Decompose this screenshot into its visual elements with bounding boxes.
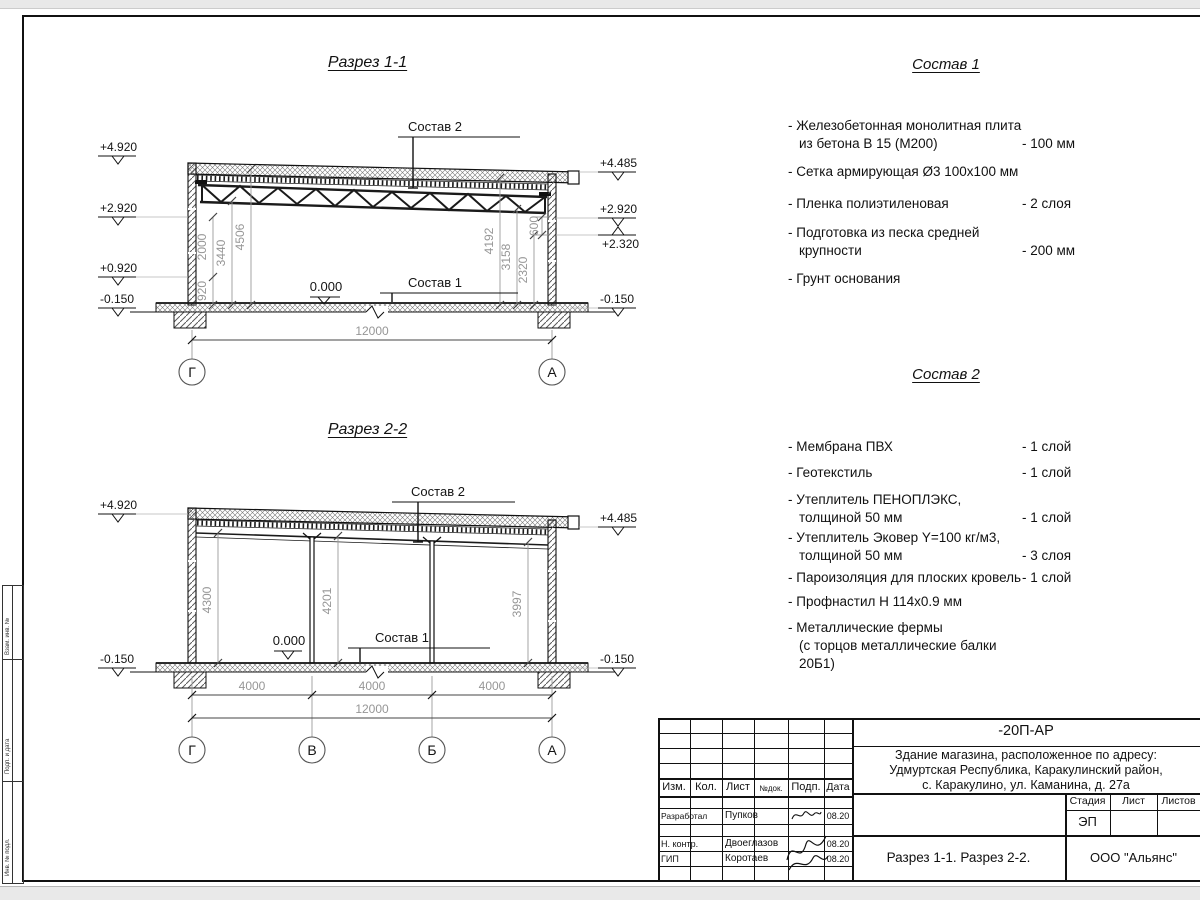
composition-2-heading: Состав 2 <box>912 366 980 383</box>
composition-1-item <box>788 163 1138 181</box>
section-1-1-drawing <box>90 40 690 395</box>
axis-marks <box>179 737 565 763</box>
item-value: - 1 слой <box>1022 439 1072 454</box>
composition-1-heading: Состав 1 <box>912 56 980 73</box>
date-2: 08.20 <box>826 839 850 849</box>
title-block <box>658 718 1200 882</box>
item-value: - 3 слоя <box>1022 548 1072 563</box>
col-kol: Кол. <box>695 781 717 793</box>
elev-right-2: +2.920 <box>600 202 638 216</box>
dim-3440: 3440 <box>214 239 228 267</box>
date-3: 08.20 <box>826 854 850 864</box>
composition-2-item <box>788 569 1138 587</box>
axis-g: Г <box>188 742 196 758</box>
composition-1-item <box>788 117 1138 153</box>
composition-2-item <box>788 438 1138 456</box>
item-name: - Мембрана ПВХ <box>788 439 893 454</box>
composition-2-item <box>788 491 1138 527</box>
section-2-2-drawing <box>90 420 690 770</box>
col-izm: Изм. <box>662 781 686 793</box>
axis-v: В <box>307 742 317 758</box>
item-name: - Железобетонная монолитная плита из бетона В 15 (М200) <box>788 118 1022 151</box>
name-pupkov: Пупков <box>725 810 758 821</box>
item-value: - 2 слоя <box>1022 196 1072 211</box>
elev-left-1: +4.920 <box>100 140 138 154</box>
item-name: - Металлические фермы (с торцов металлические балки 20Б1) <box>788 620 997 671</box>
elev-left-4: -0.150 <box>100 292 135 306</box>
item-value: - 100 мм <box>1022 136 1076 151</box>
date-1: 08.20 <box>826 811 850 821</box>
composition-2-item <box>788 619 1138 673</box>
col-podp: Подп. <box>791 781 821 793</box>
dim-4192: 4192 <box>482 227 496 255</box>
drawing-name: Разрез 1-1. Разрез 2-2. <box>886 850 1031 865</box>
label-sostav2: Состав 2 <box>411 484 465 499</box>
role-gip: ГИП <box>661 854 679 864</box>
axis-b: Б <box>427 742 437 758</box>
dim-chains <box>214 529 532 667</box>
label-zero: 0.000 <box>272 633 306 648</box>
sheets-label: Листов <box>1161 795 1196 807</box>
col-list: Лист <box>726 781 750 793</box>
paper-edge-top <box>0 0 1200 9</box>
roof-beam <box>196 533 548 549</box>
stage-label: Стадия <box>1069 795 1106 807</box>
item-name: - Утеплитель ПЕНОПЛЭКС, толщиной 50 мм <box>788 492 962 525</box>
dim-12000: 12000 <box>355 702 389 716</box>
label-sostav1: Состав 1 <box>375 630 429 645</box>
composition-1-item <box>788 195 1138 213</box>
item-name: - Утеплитель Эковер Y=100 кг/м3, толщиной 50 мм <box>788 530 1001 563</box>
role-razrabotal: Разработал <box>661 811 708 821</box>
dim-12000: 12000 <box>355 324 389 338</box>
composition-1-item <box>788 224 1138 260</box>
item-value: - 200 мм <box>1022 243 1076 258</box>
item-name: - Профнастил Н 114х0.9 мм <box>788 594 962 609</box>
dim-4000-1: 4000 <box>238 679 266 693</box>
address-line-3: с. Каракулино, ул. Каманина, д. 27а <box>922 778 1130 792</box>
elev-right-3: +2.320 <box>602 237 640 251</box>
item-name: - Геотекстиль <box>788 465 873 480</box>
label-zero: 0.000 <box>309 279 343 294</box>
side-stamp-label: Подп. и дата <box>5 738 11 774</box>
item-name: - Пароизоляция для плоских кровель <box>788 570 1022 585</box>
elev-right-1: +4.485 <box>600 511 638 525</box>
col-ndok: №док. <box>759 784 783 793</box>
dim-920: 920 <box>195 280 209 302</box>
elev-left-1: +4.920 <box>100 498 138 512</box>
bottom-dimensions <box>188 676 556 737</box>
label-sostav1: Состав 1 <box>408 275 462 290</box>
stage-value: ЭП <box>1078 814 1097 829</box>
sheet-label: Лист <box>1122 795 1145 807</box>
item-name: - Подготовка из песка средней крупности <box>788 225 980 258</box>
dim-3158: 3158 <box>499 243 513 271</box>
axis-g: Г <box>188 364 196 380</box>
name-dvoeglazov: Двоеглазов <box>725 838 779 849</box>
column-v <box>303 533 321 663</box>
dim-2000: 2000 <box>195 233 209 261</box>
label-sostav2: Состав 2 <box>408 119 462 134</box>
section-1-1-title: Разрез 1-1 <box>327 54 408 71</box>
dim-2320: 2320 <box>516 256 530 284</box>
item-value: - 1 слой <box>1022 465 1072 480</box>
role-nkontr: Н. контр. <box>661 839 699 849</box>
item-name: - Грунт основания <box>788 271 901 286</box>
side-stamp-label: Инв. № подл. <box>5 838 11 876</box>
dim-3997: 3997 <box>510 590 524 618</box>
item-value: - 1 слой <box>1022 510 1072 525</box>
item-name: - Сетка армирующая Ø3 100х100 мм <box>788 164 1019 179</box>
frame-top <box>22 15 1200 17</box>
col-data: Дата <box>826 781 850 793</box>
signature-icon <box>784 830 830 878</box>
item-value: - 1 слой <box>1022 570 1072 585</box>
paper-edge-bottom <box>0 886 1200 900</box>
section-2-2-title: Разрез 2-2 <box>327 421 408 438</box>
doc-code: -20П-АР <box>998 723 1054 739</box>
side-stamp-label: Взам. инв. № <box>5 617 11 655</box>
dim-4506: 4506 <box>233 223 247 251</box>
left-wall <box>188 508 196 663</box>
dim-4000-2: 4000 <box>358 679 386 693</box>
elev-right-1: +4.485 <box>600 156 638 170</box>
signature-icon <box>790 807 822 823</box>
axis-a: А <box>547 364 557 380</box>
name-korotaev: Коротаев <box>725 853 769 864</box>
side-stamp <box>2 585 24 884</box>
item-name: - Пленка полиэтиленовая <box>788 196 949 211</box>
axis-marks <box>179 359 565 385</box>
elev-right-4: -0.150 <box>600 292 635 306</box>
right-wall <box>548 174 556 305</box>
composition-1-item <box>788 270 1138 288</box>
right-wall <box>548 520 556 663</box>
elev-left-2: +2.920 <box>100 201 138 215</box>
composition-2-item <box>788 593 1138 611</box>
dim-4000-3: 4000 <box>478 679 506 693</box>
dim-4300: 4300 <box>200 586 214 614</box>
dim-4201: 4201 <box>320 587 334 615</box>
bottom-dimension <box>188 324 556 359</box>
dim-600: 600 <box>527 215 541 237</box>
elev-left-2: -0.150 <box>100 652 135 666</box>
elev-left-3: +0.920 <box>100 261 138 275</box>
axis-a: А <box>547 742 557 758</box>
address-line-2: Удмуртская Республика, Каракулинский район, <box>889 763 1163 777</box>
address-line-1: Здание магазина, расположенное по адресу: <box>895 748 1157 762</box>
composition-2-item <box>788 464 1138 482</box>
elev-right-2: -0.150 <box>600 652 635 666</box>
composition-2-item <box>788 529 1138 565</box>
company-name: ООО "Альянс" <box>1090 850 1177 865</box>
